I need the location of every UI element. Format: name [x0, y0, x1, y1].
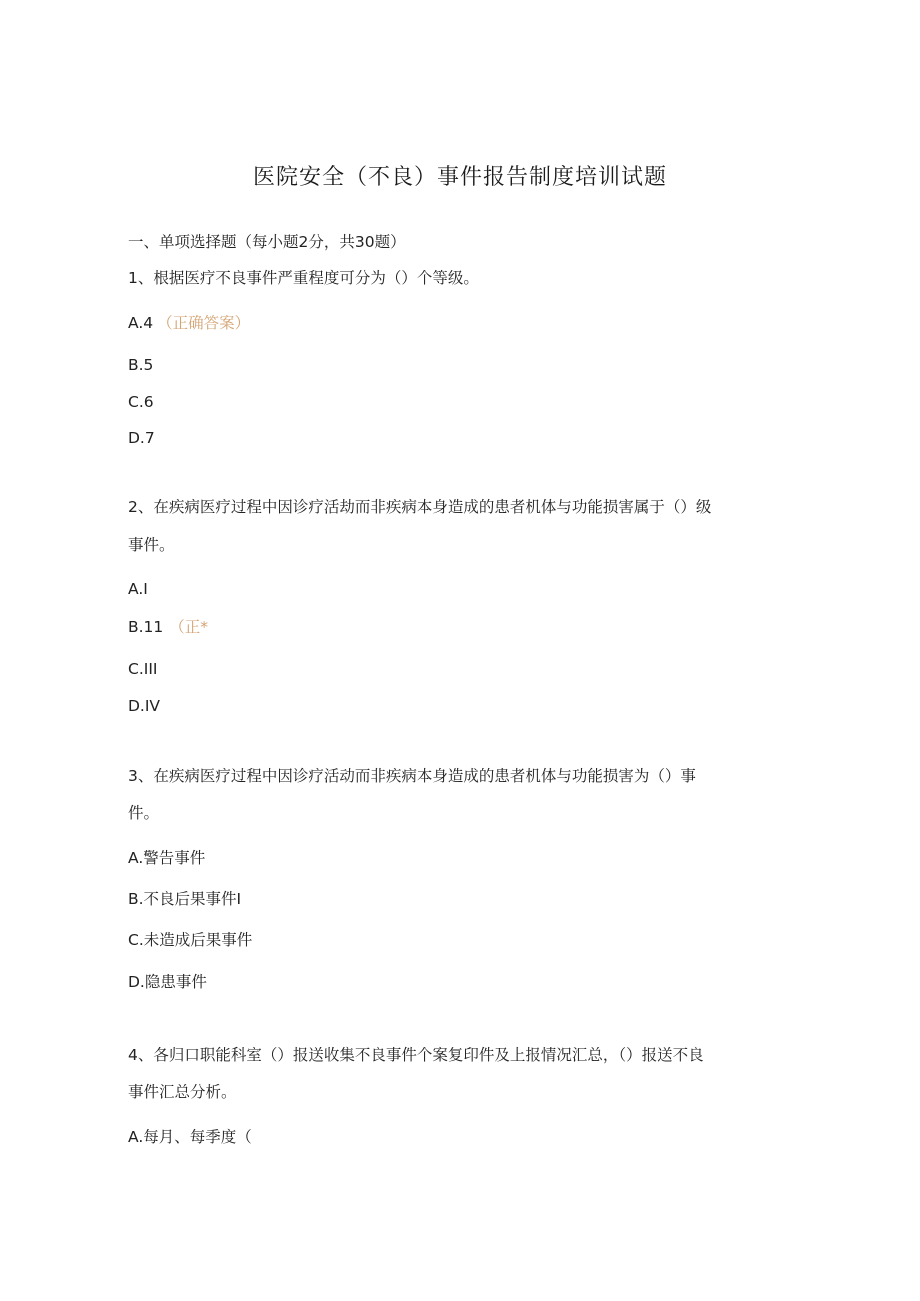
correct-answer-mark: （正*	[169, 618, 209, 636]
question-1-option-b: B.5	[128, 356, 154, 374]
option-text: B.11	[128, 618, 164, 636]
section-heading: 一、单项选择题（每小题2分，共30题）	[128, 233, 406, 251]
question-2-option-a: A.I	[128, 580, 148, 598]
question-1-text: 1、根据医疗不良事件严重程度可分为（）个等级。	[128, 269, 479, 287]
question-2-text-line-2: 事件。	[128, 536, 175, 554]
question-2-option-d: D.IV	[128, 697, 161, 715]
question-4-text-line-1: 4、各归口职能科室（）报送收集不良事件个案复印件及上报情况汇总，（）报送不良	[128, 1046, 704, 1064]
question-3-option-a: A.警告事件	[128, 849, 206, 867]
option-text: A.4	[128, 314, 154, 332]
question-1-option-c: C.6	[128, 393, 154, 411]
question-1-option-d: D.7	[128, 429, 155, 447]
question-4-option-a: A.每月、每季度（	[128, 1128, 252, 1146]
question-2-text-line-1: 2、在疾病医疗过程中因诊疗活劫而非疾病本身造成的患者机体与功能损害属于（）级	[128, 498, 712, 516]
question-3-text-line-1: 3、在疾病医疗过程中因诊疗活动而非疾病本身造成的患者机体与功能损害为（）事	[128, 767, 696, 785]
question-1-option-a	[128, 313, 250, 333]
page-title: 医院安全（不良）事件报告制度培训试题	[252, 165, 667, 190]
question-2-option-b	[128, 617, 208, 637]
question-3-option-c: C.未造成后果事件	[128, 931, 253, 949]
question-4-text-line-2: 事件汇总分析。	[128, 1083, 237, 1101]
question-3-text-line-2: 件。	[128, 804, 160, 822]
question-3-option-d: D.隐患事件	[128, 973, 207, 991]
correct-answer-mark: （正确答案）	[157, 314, 251, 332]
question-3-option-b: B.不良后果事件I	[128, 890, 242, 908]
question-2-option-c: C.III	[128, 660, 158, 678]
